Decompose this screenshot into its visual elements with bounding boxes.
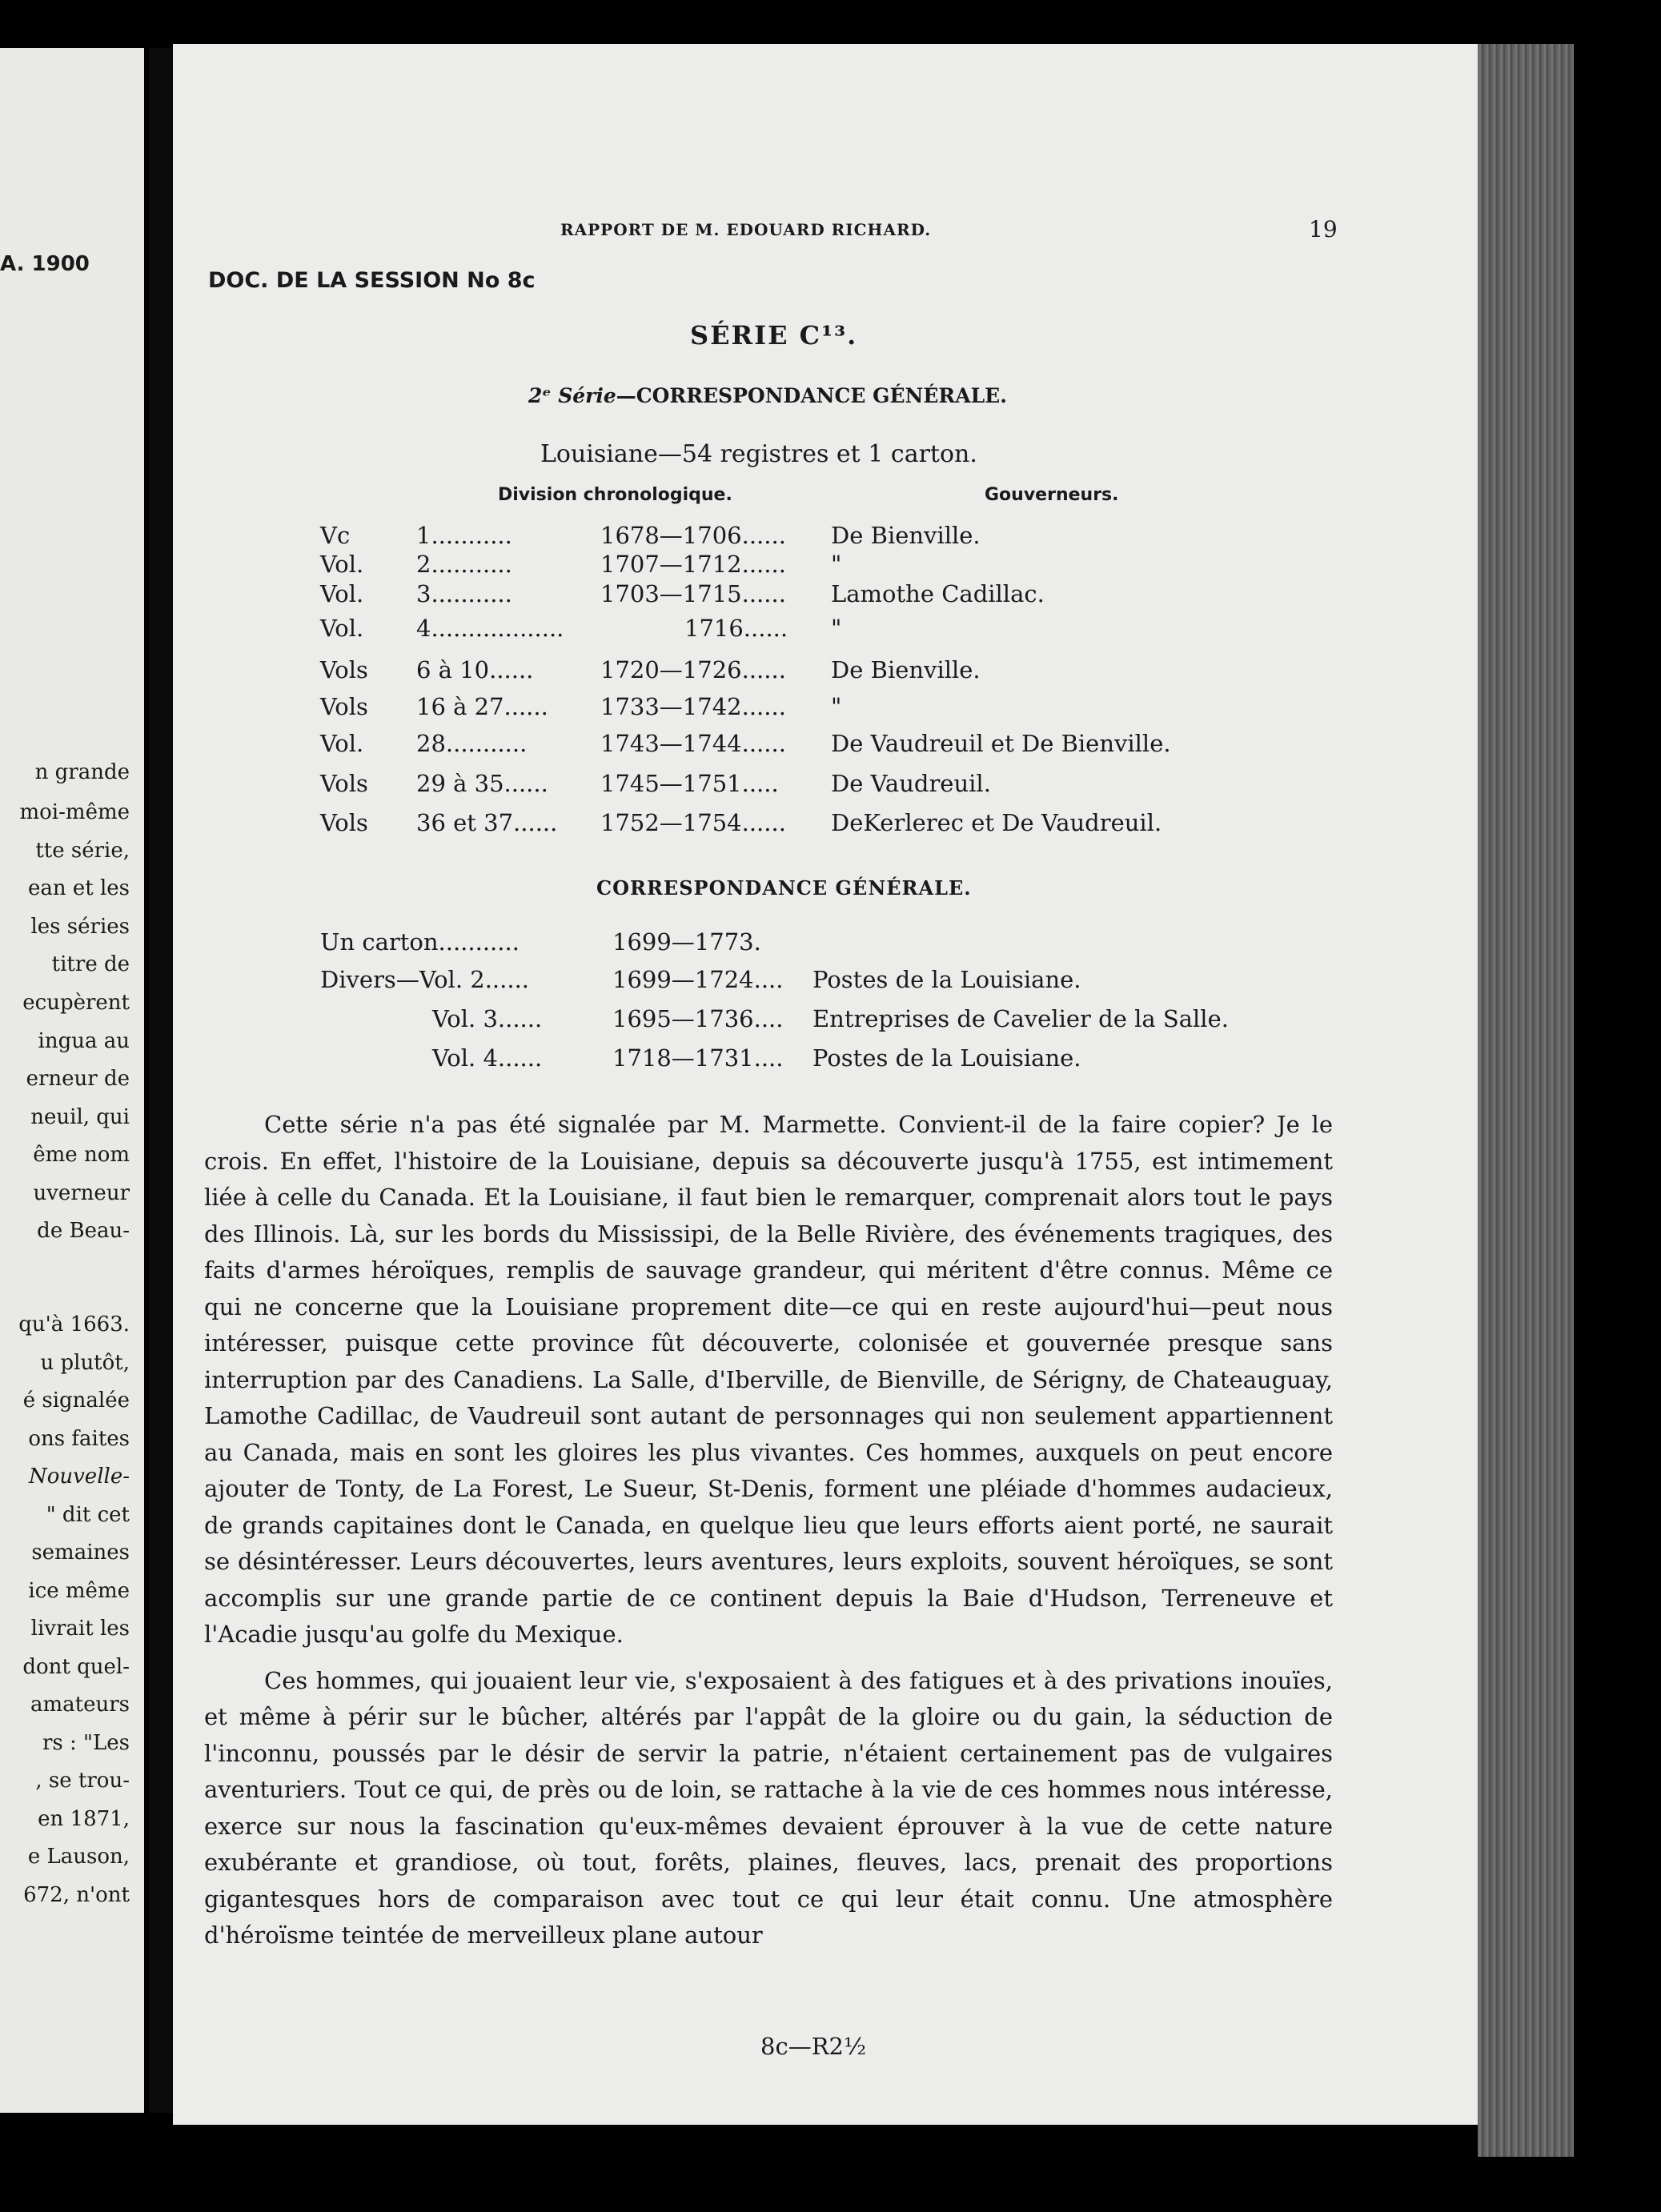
register-gov: De Bienville. <box>831 522 981 549</box>
left-page-line: n grande <box>34 760 130 784</box>
register-gov: Lamothe Cadillac. <box>831 580 1045 607</box>
book-gutter <box>149 48 173 2113</box>
register-gov: " <box>831 551 842 578</box>
signature-mark: 8c—R2½ <box>760 2033 867 2060</box>
register-gov: De Bienville. <box>831 656 981 683</box>
correspondance-years: 1699—1724.... <box>612 966 784 993</box>
left-page-line: é signalée <box>22 1389 130 1413</box>
left-page-line: les séries <box>30 915 130 939</box>
serie-subtitle <box>528 384 1007 407</box>
register-num: 3........... <box>416 580 512 607</box>
correspondance-label: Un carton........... <box>320 928 520 956</box>
register-num: 16 à 27...... <box>416 693 548 720</box>
register-gov: " <box>831 615 842 642</box>
left-page-line: 672, n'ont <box>23 1883 130 1907</box>
register-vol: Vols <box>320 693 368 720</box>
register-num: 4.................. <box>416 615 564 642</box>
register-years: 1745—1751..... <box>600 770 779 797</box>
left-page-line: ons faites <box>28 1427 130 1451</box>
serie-subtitle-italic: 2ᵉ Série <box>528 384 616 407</box>
left-page-line: titre de <box>51 952 130 976</box>
left-page-line: moi-même <box>19 800 130 824</box>
left-page-line: Nouvelle- <box>28 1465 130 1489</box>
correspondance-years: 1718—1731.... <box>612 1044 784 1072</box>
left-page-fragment <box>0 48 144 2113</box>
left-page-line: , se trou- <box>35 1769 130 1793</box>
left-page-line: ean et les <box>27 876 130 900</box>
left-page-line: neuil, qui <box>30 1105 130 1129</box>
register-years: 1733—1742...... <box>600 693 786 720</box>
left-page-line: u plutôt, <box>40 1351 130 1375</box>
left-page-line: ême nom <box>33 1143 130 1167</box>
left-page-header: A. 1900 <box>0 252 90 276</box>
register-years: 1716...... <box>684 615 788 642</box>
register-gov: " <box>831 693 842 720</box>
correspondance-years: 1695—1736.... <box>612 1005 784 1032</box>
register-vol: Vols <box>320 656 368 683</box>
left-page-line: amateurs <box>30 1693 130 1717</box>
correspondance-years: 1699—1773. <box>612 928 761 956</box>
register-num: 2........... <box>416 551 512 578</box>
body-paragraph-1: Cette série n'a pas été signalée par M. Marmette. Convient-il de la faire copier? Je le crois. En effet, l'histoire de la Louisiane, depuis sa découverte jusqu'à 1755, est intimement liée à celle du Canada. Et la Louisiane, il faut bien le remarquer, comprenait alors tout le pays des Illinois. Là, sur les bords du Mississipi, de la Belle Rivière, des événements tragiques, des faits d'armes héroïques, remplis de sauvage grandeur, qui méritent d'être connus. Même ce qui ne concerne que la Louisiane proprement dite—ce qui en reste aujourd'hui—peut nous intéresser, puisque cette province fût découverte, colonisée et gouvernée presque sans interruption par des Canadiens. La Salle, d'Iberville, de Bienville, de Sérigny, de Chateauguay, Lamothe Cadillac, de Vaudreuil sont autant de personnages qui non seulement appartiennent au Canada, mais en sont les gloires les plus vivantes. Ces hommes, auxquels on peut encore ajouter de Tonty, de La Forest, Le Sueur, St-Denis, forment une pléiade d'hommes audacieux, de grands capitaines dont le Canada, en quelque lieu que leurs efforts aient porté, ne saurait se désintéresser. Leurs découvertes, leurs aventures, leurs exploits, souvent héroïques, se sont accomplis sur une grande partie de ce continent depuis la Baie d'Hudson, Terreneuve et l'Acadie jusqu'au golfe du Mexique. <box>204 1111 1333 1648</box>
correspondance-label: Vol. 3...... <box>432 1005 543 1032</box>
left-page-line: uverneur <box>33 1181 130 1205</box>
left-page-line: e Lauson, <box>27 1845 130 1869</box>
doc-session-label: DOC. DE LA SESSION No 8c <box>208 268 536 293</box>
register-years: 1703—1715...... <box>600 580 786 607</box>
serie-title: SÉRIE C¹³. <box>690 320 858 351</box>
left-page-line: ecupèrent <box>22 991 130 1015</box>
correspondance-label: Divers—Vol. 2...... <box>320 966 530 993</box>
correspondance-desc: Entreprises de Cavelier de la Salle. <box>812 1005 1229 1032</box>
registry-line: Louisiane—54 registres et 1 carton. <box>540 440 977 468</box>
register-vol: Vols <box>320 770 368 797</box>
page-edge <box>1478 44 1574 2157</box>
body-text <box>204 1107 1333 1954</box>
left-page-line: ingua au <box>38 1029 130 1053</box>
register-vol: Vol. <box>320 551 364 578</box>
register-years: 1752—1754...... <box>600 809 786 836</box>
register-vol: Vol. <box>320 580 364 607</box>
register-num: 29 à 35...... <box>416 770 548 797</box>
column-head-division: Division chronologique. <box>498 485 732 505</box>
left-page-line: ice même <box>28 1579 130 1603</box>
register-years: 1720—1726...... <box>600 656 786 683</box>
register-years: 1678—1706...... <box>600 522 786 549</box>
register-gov: DeKerlerec et De Vaudreuil. <box>831 809 1162 836</box>
register-years: 1743—1744...... <box>600 730 786 757</box>
register-vol: Vols <box>320 809 368 836</box>
column-head-governors: Gouverneurs. <box>985 485 1119 505</box>
page-number: 19 <box>1309 216 1338 242</box>
left-page-line: tte série, <box>35 839 130 863</box>
serie-subtitle-rest: —CORRESPONDANCE GÉNÉRALE. <box>616 384 1007 407</box>
left-page-line: livrait les <box>30 1617 130 1641</box>
left-page-line: semaines <box>31 1541 130 1565</box>
correspondance-desc: Postes de la Louisiane. <box>812 966 1081 993</box>
register-gov: De Vaudreuil. <box>831 770 991 797</box>
register-num: 1........... <box>416 522 512 549</box>
left-page-line: erneur de <box>26 1067 130 1091</box>
register-num: 36 et 37...... <box>416 809 558 836</box>
left-page-line: en 1871, <box>38 1807 130 1831</box>
body-paragraph-2: Ces hommes, qui jouaient leur vie, s'exposaient à des fatigues et à des privations inouïes, et même à périr sur le bûcher, altérés par l'appât de la gloire ou du gain, la séduction de l'inconnu, poussés par le désir de servir la patrie, n'étaient certainement pas de vulgaires aventuriers. Tout ce qui, de près ou de loin, se rattache à la vie de ces hommes nous intéresse, exerce sur nous la fascination qu'eux-mêmes devaient éprouver à la vue de cette nature exubérante et grandiose, où tout, forêts, plaines, fleuves, lacs, prenait des proportions gigantesques hors de comparaison avec tout ce qui leur était connu. Une atmosphère d'héroïsme teintée de merveilleux plane autour <box>204 1666 1333 1949</box>
running-head: RAPPORT DE M. EDOUARD RICHARD. <box>560 220 932 239</box>
register-vol: Vc <box>320 522 351 549</box>
correspondance-label: Vol. 4...... <box>432 1044 543 1072</box>
register-vol: Vol. <box>320 615 364 642</box>
register-num: 6 à 10...... <box>416 656 534 683</box>
correspondance-desc: Postes de la Louisiane. <box>812 1044 1081 1072</box>
register-vol: Vol. <box>320 730 364 757</box>
register-num: 28........... <box>416 730 528 757</box>
left-page-line: de Beau- <box>37 1219 130 1243</box>
left-page-line: qu'à 1663. <box>18 1312 130 1336</box>
register-years: 1707—1712...... <box>600 551 786 578</box>
correspondance-heading: CORRESPONDANCE GÉNÉRALE. <box>596 876 972 900</box>
left-page-line: " dit cet <box>46 1503 130 1527</box>
left-page-line: dont quel- <box>22 1655 130 1679</box>
register-gov: De Vaudreuil et De Bienville. <box>831 730 1171 757</box>
left-page-line: rs : "Les <box>42 1731 130 1755</box>
